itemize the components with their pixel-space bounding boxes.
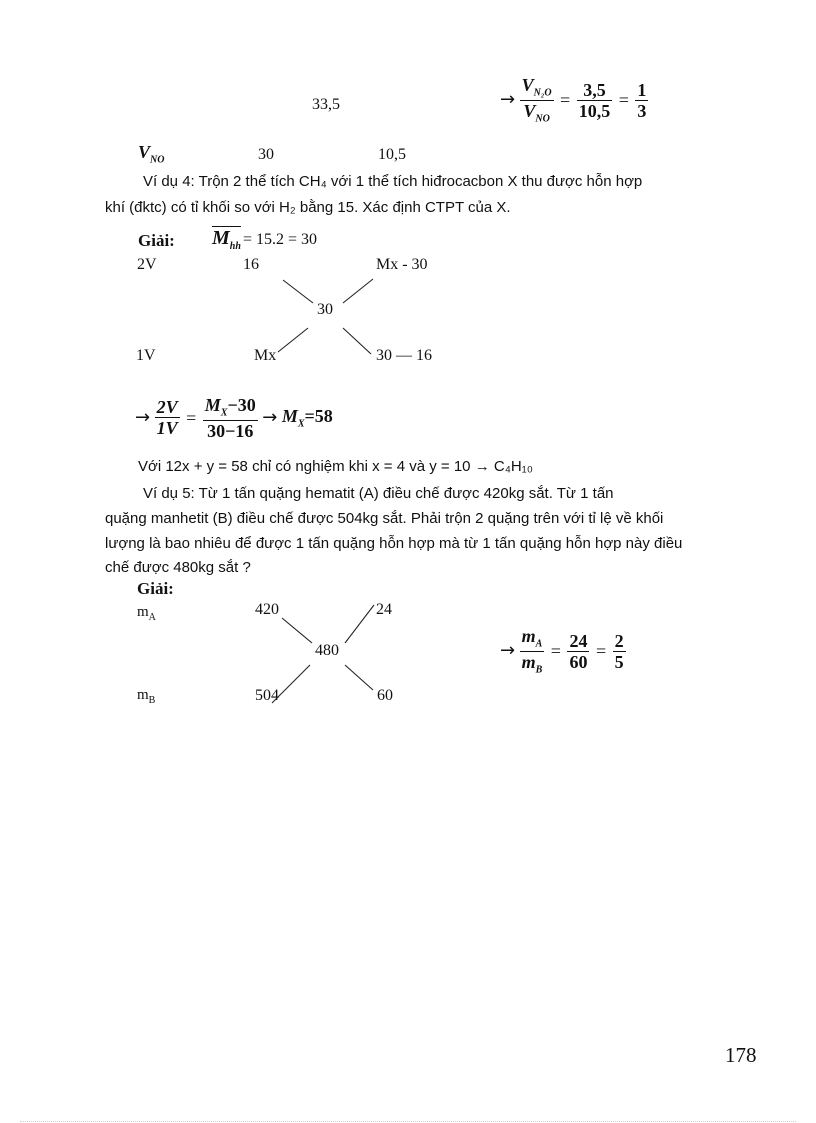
example-5-line-4: chế được 480kg sắt ? [105,559,251,576]
cross-row2-right: 30 — 16 [376,347,432,364]
example-5-line-3: lượng là bao nhiêu để được 1 tấn quặng hỗn hợp mà từ 1 tấn quặng hỗn hợp này điều [105,535,683,552]
mass-difference-ratio: $\frac{M_X-30}{30-16}$ [204,395,256,441]
example-5-line-2: quặng manhetit (B) điều chế được 504kg sắt. Phải trộn 2 quặng trên với tỉ lệ về khối [105,510,664,527]
cross5-504: 504 [255,687,279,704]
cross-row1-mid: 16 [243,256,259,273]
cross5-60: 60 [377,687,393,704]
solution-4-label: Giải: [138,231,175,250]
value-33-5: 33,5 [312,96,340,113]
volume-ratio-fraction: → $\frac{V_{N_2O}}{V_{NO}}$ = $\frac{3,5}{10,5}$ = $\frac{1}{3}$ [500,75,647,125]
value-30: 30 [258,146,274,163]
example-4-line-2: khí (đktc) có tỉ khối so với H₂ bằng 15. Xác định CTPT của X. [105,199,511,216]
conclusion-4: Với 12x + y = 58 chỉ có nghiệm khi x = 4 và y = 10 → C₄H₁₀ [138,458,533,475]
formula-c4h10: C₄H₁₀ [493,458,533,475]
cross4-line-bottom-right [343,328,371,354]
cross-row1-right: Mx - 30 [376,256,428,273]
mass-ratio-fraction: → $\frac{m_A}{m_B}$ = $\frac{24}{60}$ = $\frac{2}{5}$ [500,626,624,676]
vno-label: $V_{NO}$ [138,142,165,166]
value-10-5: 10,5 [378,146,406,163]
ratio-result: $\frac{1}{3}$ [637,79,647,121]
cross5-24: 24 [376,601,392,618]
cross4-line-top-right [343,279,373,303]
solution-5-label: Giải: [137,579,174,598]
volume-ratio: $\frac{2V}{1V}$ [156,397,178,439]
arrow-icon: → [135,406,151,428]
example-4-line-1: Ví dụ 4: Trộn 2 thể tích CH₄ với 1 thể tích hiđrocacbon X thu được hỗn hợp [143,173,643,190]
mass-a-label: $m_A$ [137,604,156,623]
cross5-line-top-right [345,605,374,643]
cross5-line-bottom-left [272,665,310,703]
arrow-icon: → [262,406,278,428]
cross-row1-left: 2V [137,256,157,273]
cross-row2-left: 1V [136,347,156,364]
mhh-symbol: $M_{hh}$ [212,227,241,252]
mhh-equation: = 15.2 = 30 [243,231,318,248]
arrow-icon: → [500,89,516,111]
ratio-left: $\frac{V_{N_2O}}{V_{NO}}$ [521,75,552,125]
cross5-center-480: 480 [315,642,339,659]
mass-ratio-middle: $\frac{24}{60}$ [569,630,588,672]
arrow-icon: → [500,640,516,662]
cross-center-30: 30 [317,301,333,318]
molar-mass-result: $M_X=58$ [281,405,333,430]
cross5-420: 420 [255,601,279,618]
arrow-icon: → [474,458,490,475]
example-5-line-1: Ví dụ 5: Từ 1 tấn quặng hematit (A) điều chế được 420kg sắt. Từ 1 tấn [143,485,614,502]
cross-row2-mid: Mx [254,347,277,364]
page-number: 178 [725,1043,757,1067]
molar-mass-fraction: → $\frac{2V}{1V}$ = $\frac{M_X-30}{30-16}$ → $M_X=58$ [135,395,333,441]
cross4-line-bottom-left [278,328,308,352]
cross5-line-bottom-right [345,665,373,690]
cross5-line-top-left [282,618,312,643]
mass-b-label: $m_B$ [137,687,156,706]
footer-rule [20,1121,796,1122]
mass-ratio-left: $\frac{m_A}{m_B}$ [521,626,543,676]
cross4-line-top-left [283,280,313,303]
ratio-middle: $\frac{3,5}{10,5}$ [578,79,611,121]
mass-ratio-result: $\frac{2}{5}$ [614,630,624,672]
